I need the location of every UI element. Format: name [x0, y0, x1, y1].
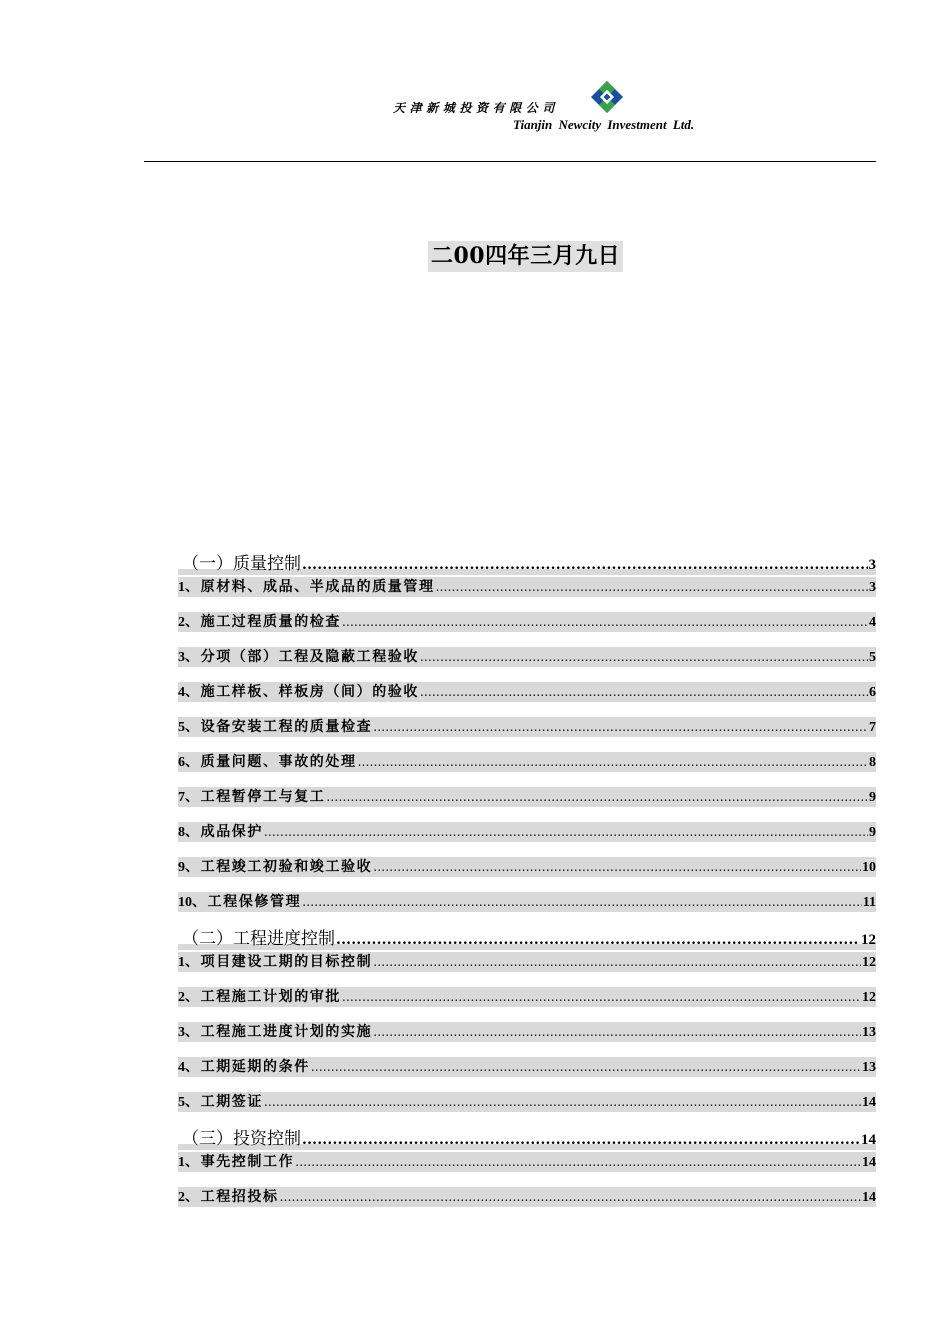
toc-dot-leader [311, 1057, 861, 1077]
toc-entry-number: 10 [178, 895, 192, 910]
toc-entry-label [178, 822, 263, 843]
toc-entry-label [178, 1128, 301, 1150]
toc-entry-number: 3 [178, 650, 185, 665]
toc-entry-number: 3 [178, 1025, 185, 1040]
toc-entry[interactable] [178, 1022, 876, 1042]
toc-entry[interactable] [178, 1057, 876, 1077]
toc-entry-number: 1 [178, 1155, 185, 1170]
toc-entry-number: 5 [178, 1095, 185, 1110]
toc-page-number: 11 [862, 895, 876, 910]
toc-dot-leader [373, 717, 868, 737]
toc-entry[interactable] [178, 1092, 876, 1112]
toc-entry-number: 1 [178, 955, 185, 970]
toc-page-number: 14 [862, 1190, 876, 1205]
toc-entry-title: 、工程施工进度计划的实施 [185, 1024, 373, 1040]
toc-entry-label [178, 928, 335, 950]
toc-entry-number: 4 [178, 685, 185, 700]
toc-entry-label [178, 553, 301, 575]
toc-entry-label [178, 1152, 294, 1173]
toc-entry-title: （一）质量控制 [182, 554, 301, 574]
toc-entry[interactable] [178, 682, 876, 702]
toc-page-number: 4 [869, 615, 876, 630]
toc-page-number: 14 [862, 1095, 876, 1110]
toc-dot-leader [420, 647, 868, 667]
toc-entry-label [178, 577, 435, 598]
toc-entry-label [178, 892, 301, 913]
toc-entry-label [178, 1187, 279, 1208]
toc-entry[interactable] [178, 1152, 876, 1172]
toc-page-number: 3 [868, 557, 876, 573]
toc-entry-title: 、成品保护 [185, 824, 263, 840]
toc-section-heading[interactable] [178, 553, 876, 575]
toc-entry-label [178, 1057, 310, 1078]
toc-entry[interactable] [178, 857, 876, 877]
toc-entry-title: （二）工程进度控制 [182, 929, 335, 949]
toc-entry[interactable] [178, 752, 876, 772]
toc-entry-label [178, 987, 341, 1008]
toc-entry-number: 1 [178, 580, 185, 595]
toc-page-number: 13 [862, 1025, 876, 1040]
toc-entry-title: 、原材料、成品、半成品的质量管理 [185, 579, 435, 595]
toc-dot-leader [358, 752, 868, 772]
toc-dot-leader [373, 1022, 861, 1042]
toc-entry[interactable] [178, 987, 876, 1007]
toc-entry-number: 8 [178, 825, 185, 840]
toc-entry[interactable] [178, 892, 876, 912]
toc-entry-title: 、工程招投标 [185, 1189, 279, 1205]
toc-entry-title: 、工程保修管理 [192, 894, 302, 910]
toc-page-number: 13 [862, 1060, 876, 1075]
toc-page-number: 6 [869, 685, 876, 700]
toc-entry-label [178, 752, 357, 773]
toc-entry[interactable] [178, 1187, 876, 1207]
toc-entry-label [178, 647, 419, 668]
toc-entry-number: 4 [178, 1060, 185, 1075]
toc-dot-leader [436, 577, 868, 597]
toc-entry-label [178, 1092, 263, 1113]
toc-dot-leader [342, 987, 861, 1007]
toc-entry-title: 、质量问题、事故的处理 [185, 754, 357, 770]
company-logo-icon [590, 80, 624, 114]
toc-dot-leader [264, 1092, 861, 1112]
toc-entry-number: 5 [178, 720, 185, 735]
toc-entry-number: 9 [178, 860, 185, 875]
toc-page-number: 9 [869, 825, 876, 840]
toc-page-number: 12 [861, 932, 876, 948]
toc-entry[interactable] [178, 647, 876, 667]
toc-entry-number: 2 [178, 615, 185, 630]
toc-dot-leader [373, 857, 861, 877]
document-date: 二00四年三月九日 [428, 241, 623, 272]
toc-entry-label [178, 1022, 372, 1043]
toc-dot-leader [326, 787, 868, 807]
page-header [0, 0, 950, 165]
toc-entry[interactable] [178, 822, 876, 842]
toc-entry-number: 7 [178, 790, 185, 805]
toc-entry[interactable] [178, 717, 876, 737]
toc-entry-title: 、项目建设工期的目标控制 [185, 954, 373, 970]
toc-entry-label [178, 857, 372, 878]
toc-entry-label [178, 787, 325, 808]
toc-entry-label [178, 612, 341, 633]
toc-entry-number: 2 [178, 1190, 185, 1205]
toc-dot-leader [342, 612, 868, 632]
toc-entry-title: 、工程施工计划的审批 [185, 989, 341, 1005]
toc-entry-title: 、施工过程质量的检查 [185, 614, 341, 630]
company-name-english: Tianjin Newcity Investment Ltd. [513, 117, 695, 132]
toc-entry-title: 、分项（部）工程及隐蔽工程验收 [185, 649, 419, 665]
toc-dot-leader [302, 554, 868, 576]
toc-page-number: 7 [869, 720, 876, 735]
toc-page-number: 5 [869, 650, 876, 665]
toc-dot-leader [373, 952, 861, 972]
toc-entry-label [178, 682, 419, 703]
toc-entry[interactable] [178, 612, 876, 632]
toc-entry-number: 2 [178, 990, 185, 1005]
toc-dot-leader [420, 682, 868, 702]
toc-entry[interactable] [178, 952, 876, 972]
toc-section-heading[interactable] [178, 1128, 876, 1150]
toc-entry-label [178, 952, 372, 973]
toc-dot-leader [295, 1152, 861, 1172]
toc-entry-title: 、工期延期的条件 [185, 1059, 310, 1075]
header-divider [144, 161, 876, 162]
toc-page-number: 3 [869, 580, 876, 595]
toc-page-number: 8 [869, 755, 876, 770]
toc-page-number: 12 [862, 990, 876, 1005]
toc-dot-leader [264, 822, 868, 842]
toc-entry-title: 、工程暂停工与复工 [185, 789, 326, 805]
toc-page-number: 14 [861, 1132, 876, 1148]
toc-dot-leader [336, 929, 860, 951]
toc-entry-title: 、施工样板、样板房（间）的验收 [185, 684, 419, 700]
toc-entry[interactable] [178, 577, 876, 597]
company-name-chinese: 天津新城投资有限公司 [393, 101, 560, 115]
toc-section-heading[interactable] [178, 928, 876, 950]
toc-entry-title: 、设备安装工程的质量检查 [185, 719, 373, 735]
toc-page-number: 12 [862, 955, 876, 970]
toc-entry-label [178, 717, 372, 738]
toc-page-number: 14 [862, 1155, 876, 1170]
toc-entry-title: 、工程竣工初验和竣工验收 [185, 859, 373, 875]
toc-entry[interactable] [178, 787, 876, 807]
toc-entry-number: 6 [178, 755, 185, 770]
toc-dot-leader [280, 1187, 861, 1207]
toc-entry-title: 、事先控制工作 [185, 1154, 295, 1170]
toc-page-number: 10 [862, 860, 876, 875]
toc-page-number: 9 [869, 790, 876, 805]
toc-dot-leader [302, 1129, 860, 1151]
toc-entry-title: （三）投资控制 [182, 1129, 301, 1149]
toc-dot-leader [302, 892, 862, 912]
toc-entry-title: 、工期签证 [185, 1094, 263, 1110]
